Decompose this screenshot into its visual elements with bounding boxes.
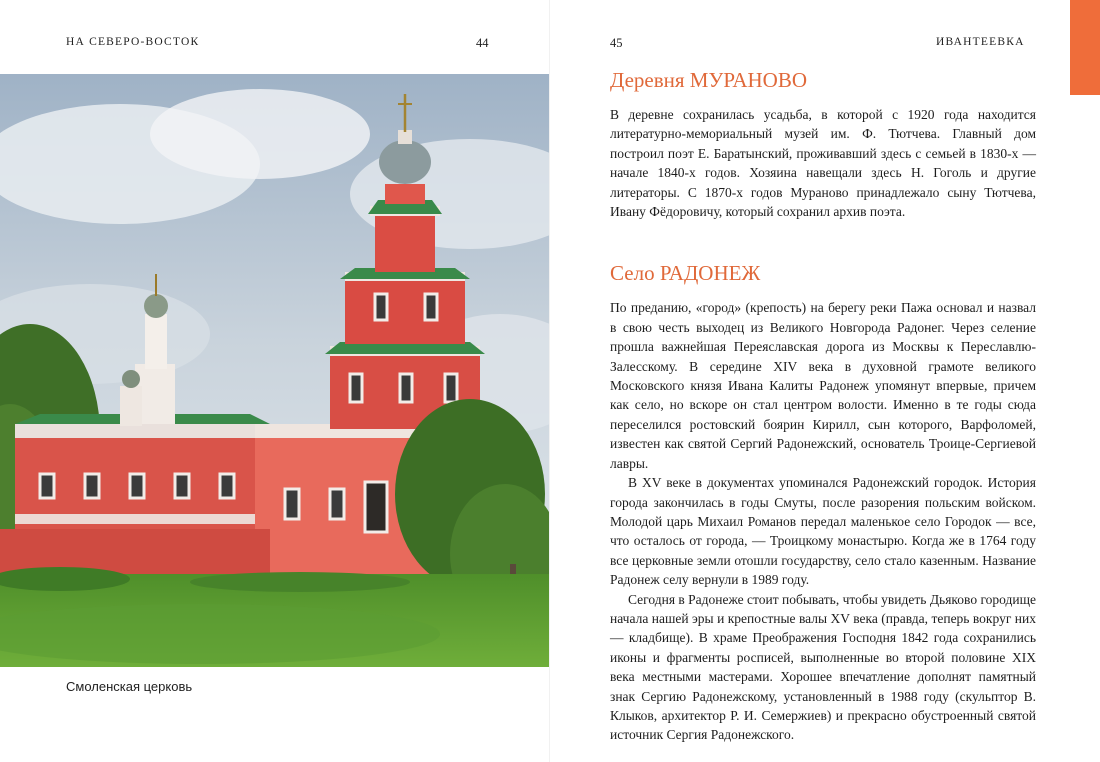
radonezh-paragraph-2: В XV веке в документах упоминался Радонежский городок. История города закончилась в годы Смуты, после разорения польским войском. Молодой царь Михаил Романов передал маленькое село Городок — все, что осталось от города, — Троицкому монастырю. Когда же в 1764 году все церковные земли отошли государству, село стало казенным. Название Радонеж селу вернули в 1989 году. [610, 475, 1036, 588]
section-title-radonezh: Село РАДОНЕЖ [610, 261, 761, 286]
page-fold [549, 0, 550, 762]
right-running-head: ИВАНТЕЕВКА [936, 36, 1025, 48]
chapter-tab [1070, 0, 1100, 95]
right-page-content [610, 68, 1036, 745]
section-title-muranovo: Деревня МУРАНОВО [610, 68, 807, 92]
photo-caption: Смоленская церковь [66, 679, 193, 694]
section-gap [610, 221, 1036, 261]
church-photo [0, 74, 549, 667]
radonezh-paragraph-3: Сегодня в Радонеже стоит побывать, чтобы увидеть Дьяково городище начала нашей эры и крепостные валы XV века (правда, теперь вокруг них — кладбище). В храме Преображения Господня 1842 года сохранились иконы и фрагменты росписей, выполненные во второй половине XIX века местными мастерами. Хорошее впечатление дополнят памятный знак Сергию Радонежскому, установленный в 1988 году (скульптор В. Клыков, архитектор Р. И. Семержиев) и прекрасно обустроенный святой источник Сергия Радонежского. [610, 591, 1036, 743]
right-page-number: 45 [610, 36, 623, 50]
muranovo-paragraph: В деревне сохранилась усадьба, в которой с 1920 года находится литературно-мемориальный музей им. Ф. Тютчева. Главный дом построил поэт Е. Баратынский, проживавший здесь с семьей в 1830-х — начале 1840-х годов. Хозяина навещали здесь Н. Гоголь и другие литераторы. С 1870-х годов Мураново принадлежало сыну Тютчева, Ивану Фёдоровичу, который сохранил архив поэта. [610, 107, 1036, 220]
left-page-number: 44 [476, 36, 489, 50]
left-running-head: НА СЕВЕРО-ВОСТОК [66, 36, 200, 48]
radonezh-paragraph-1: По преданию, «город» (крепость) на берегу реки Пажа основал и назвал в свою честь выходец из Великого Новгорода Радонег. Через селение прошла важнейшая Переяславская дорога из Москвы к Переславлю-Залесскому. В середине XIV века в духовной грамоте великого Московского князя Ивана Калиты Радонеж упомянут впервые, причем как село, но вскоре он стал центром волости. Именно в те годы сюда переселился ростовский боярин Кирилл, сын которого, Варфоломей, известен как святой Сергий Радонежский, основатель Троице-Сергиевой лавры. [610, 300, 1036, 471]
